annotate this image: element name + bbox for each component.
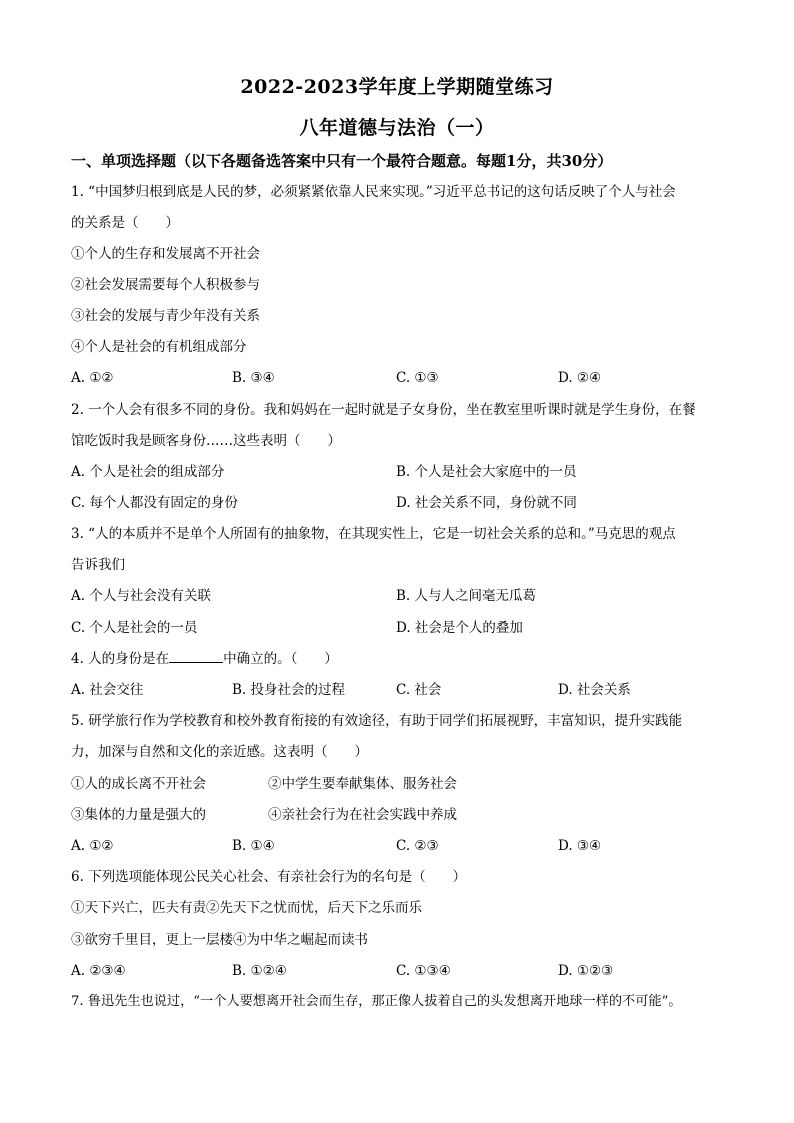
q4-option-b: B. 投身社会的过程 <box>232 682 346 698</box>
q1-item-2: ②社会发展需要每个人积极参与 <box>71 277 260 293</box>
q4-stem-before: 4. 人的身份是在 <box>71 651 170 667</box>
q2-option-a: A. 个人是社会的组成部分 <box>71 464 225 480</box>
page-title: 2022-2023学年度上学期随堂练习 <box>240 76 554 98</box>
q5-item-4: ④亲社会行为在社会实践中养成 <box>268 807 457 823</box>
q6-option-a: A. ②③④ <box>71 963 126 979</box>
q5-stem-line2: 力，加深与自然和文化的亲近感。这表明（ ） <box>71 744 368 760</box>
q3-option-c: C. 个人是社会的一员 <box>71 620 198 636</box>
q3-option-d: D. 社会是个人的叠加 <box>396 620 523 636</box>
q1-stem-line1: 1. “中国梦归根到底是人民的梦，必须紧紧依靠人民来实现。”习近平总书记的这句话反映了个人与社会 <box>71 184 676 200</box>
q1-stem-line2: 的关系是（ ） <box>71 215 179 231</box>
q1-option-c: C. ①③ <box>396 370 439 386</box>
q1-option-d: D. ②④ <box>558 370 602 386</box>
q5-option-b: B. ①④ <box>232 838 275 854</box>
q5-item-1: ①人的成长离不开社会 <box>71 776 206 792</box>
q3-option-b: B. 人与人之间毫无瓜葛 <box>396 588 537 604</box>
q4-option-a: A. 社会交往 <box>71 682 144 698</box>
q3-stem-line1: 3. “人的本质并不是单个人所固有的抽象物，在其现实性上，它是一切社会关系的总和。”马克思的观点 <box>71 526 676 542</box>
q4-stem <box>71 650 338 668</box>
q2-option-b: B. 个人是社会大家庭中的一员 <box>396 464 577 480</box>
q1-item-4: ④个人是社会的有机组成部分 <box>71 339 247 355</box>
q3-stem-line2: 告诉我们 <box>71 557 125 573</box>
q2-stem-line2: 馆吃饭时我是顾客身份……这些表明（ ） <box>71 433 341 449</box>
q2-option-c: C. 每个人都没有固定的身份 <box>71 495 238 511</box>
q6-option-c: C. ①③④ <box>396 963 451 979</box>
q6-stem: 6. 下列选项能体现公民关心社会、有亲社会行为的名句是（ ） <box>71 869 467 885</box>
q2-option-d: D. 社会关系不同，身份就不同 <box>396 495 577 511</box>
q2-stem-line1: 2. 一个人会有很多不同的身份。我和妈妈在一起时就是子女身份，坐在教室里听课时就是学生身份，在餐 <box>71 402 696 418</box>
q5-stem-line1: 5. 研学旅行作为学校教育和校外教育衔接的有效途径，有助于同学们拓展视野，丰富知识，提升实践能 <box>71 713 683 729</box>
q1-option-a: A. ①② <box>71 370 114 386</box>
q6-option-d: D. ①②③ <box>558 963 614 979</box>
q6-option-b: B. ①②④ <box>232 963 287 979</box>
q6-items-line1: ①天下兴亡，匹夫有责②先天下之忧而忧，后天下之乐而乐 <box>71 900 422 916</box>
q5-option-c: C. ②③ <box>396 838 439 854</box>
q5-option-a: A. ①② <box>71 838 114 854</box>
q7-stem-line1: 7. 鲁迅先生也说过，“一个人要想离开社会而生存，那正像人拔着自己的头发想离开地球一样的不可能”。 <box>71 994 682 1009</box>
q1-item-1: ①个人的生存和发展离不开社会 <box>71 246 260 262</box>
q4-option-c: C. 社会 <box>396 682 442 698</box>
q6-items-line2: ③欲穷千里目，更上一层楼④为中华之崛起而读书 <box>71 932 368 948</box>
q3-option-a: A. 个人与社会没有关联 <box>71 588 211 604</box>
q1-option-b: B. ③④ <box>232 370 275 386</box>
q5-item-2: ②中学生要奉献集体、服务社会 <box>268 776 457 792</box>
q5-item-3: ③集体的力量是强大的 <box>71 807 206 823</box>
q5-option-d: D. ③④ <box>558 838 602 854</box>
q4-option-d: D. 社会关系 <box>558 682 631 698</box>
q4-fill-blank <box>169 650 223 663</box>
section-heading: 一、单项选择题（以下各题备选答案中只有一个最符合题意。每题1分，共30分） <box>71 152 613 170</box>
q4-stem-after: 中确立的。（ ） <box>223 651 338 667</box>
q1-item-3: ③社会的发展与青少年没有关系 <box>71 308 260 324</box>
page-subtitle: 八年道德与法治（一） <box>299 117 495 139</box>
